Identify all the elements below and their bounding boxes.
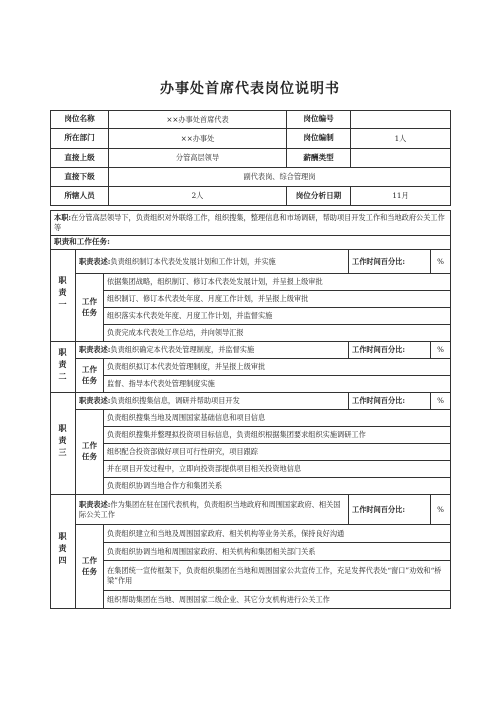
duty-1-task-3: 组织落实本代表处年度、月度工作计划，并监督实施 — [104, 308, 451, 325]
direct-subordinate-value: 副代表岗、综合管理岗 — [109, 168, 451, 187]
info-row-2 — [51, 129, 451, 149]
duty-4-task-row — [51, 543, 451, 561]
duty-3-task-row — [51, 444, 451, 461]
analysis-date-value: 11月 — [351, 187, 451, 206]
info-row-1 — [51, 111, 451, 129]
duty-1-time-label: 工作时间百分比: — [349, 250, 431, 274]
duty-3-pct: % — [431, 393, 451, 410]
duty-1-label — [51, 250, 76, 342]
duty-3-time-label: 工作时间百分比: — [349, 393, 431, 410]
summary-cell — [51, 211, 451, 236]
jurisdiction-value: 2人 — [109, 187, 287, 206]
duty-4-label — [51, 495, 76, 609]
duty-2-time-label: 工作时间百分比: — [349, 342, 431, 359]
duty-2-tasks-label-text: 工作任务 — [81, 364, 98, 385]
duties-table — [50, 210, 451, 609]
duty-2-desc-row — [51, 342, 451, 359]
duty-3-tasks-label-text: 工作任务 — [81, 441, 98, 461]
duty-3-task-1: 负责组织搜集当地及周围国家基础信息和项目信息 — [104, 410, 451, 427]
duty-1-tasks-label — [76, 274, 104, 342]
position-code-label: 岗位编号 — [287, 111, 351, 129]
duty-2-desc-label: 职责表述: — [79, 345, 111, 355]
duty-1-pct: % — [431, 250, 451, 274]
duty-3-tasks-label — [76, 410, 104, 495]
duty-1-desc-label: 职责表述: — [79, 256, 111, 266]
duty-4-desc — [76, 495, 349, 525]
summary-row — [51, 211, 451, 236]
duty-4-task-1: 负责组织建立和当地及周围国家政府、相关机构等业务关系，保持良好沟通 — [104, 525, 451, 543]
duty-4-task-row — [51, 525, 451, 543]
duty-1-task-row — [51, 325, 451, 342]
duty-3-desc-row — [51, 393, 451, 410]
duty-3-task-2: 负责组织搜集并整理拟投资项目标信息，负责组织根据集团要求组织实施调研工作 — [104, 427, 451, 444]
duty-3-task-5: 负责组织协调当地合作方和集团关系 — [104, 478, 451, 495]
duty-2-task-row — [51, 376, 451, 393]
duty-4-task-3: 在集团统一宣传框架下，负责组织集团在当地和周围国家公共宣传工作，充足发挥代表处“窗口”劝效和“桥梁”作用 — [104, 561, 451, 591]
duty-4-desc-text: 作为集团在驻在国代表机构，负责组织当地政府和周围国家政府、相关国际公关工作 — [79, 499, 341, 519]
duties-header: 职责和工作任务: — [51, 236, 451, 250]
analysis-date-label: 岗位分析日期 — [287, 187, 351, 206]
duty-1-task-1: 依据集团战略，组织制订、修订本代表处发展计划，并呈报上级审批 — [104, 274, 451, 291]
duty-4-task-row — [51, 591, 451, 609]
info-row-3 — [51, 149, 451, 168]
duty-1-desc — [76, 250, 349, 274]
basic-info-table — [50, 110, 451, 206]
salary-type-label: 薪酬类型 — [287, 149, 351, 168]
department-label: 所在部门 — [51, 129, 109, 149]
duty-4-task-row — [51, 561, 451, 591]
duty-3-desc-text: 负责组织搜集信息，调研并帮助项目开发 — [110, 396, 240, 406]
duty-4-desc-label: 职责表述: — [79, 499, 111, 509]
duty-3-task-row — [51, 461, 451, 478]
duty-3-task-4: 并在项目开发过程中，立即向投资部提供项目相关投资地信息 — [104, 461, 451, 478]
direct-subordinate-label: 直接下级 — [51, 168, 109, 187]
duty-2-desc-text: 负责组织确定本代表处管理制度，并监督实施 — [110, 345, 255, 355]
salary-type-value — [351, 149, 451, 168]
direct-superior-value: 分管高层领导 — [109, 149, 287, 168]
headcount-label: 岗位编制 — [287, 129, 351, 149]
duty-3-task-row — [51, 427, 451, 444]
duty-3-label-text: 职责三 — [58, 424, 68, 460]
duty-2-label — [51, 342, 76, 393]
duty-1-task-row — [51, 291, 451, 308]
duty-1-tasks-label-text: 工作任务 — [81, 296, 98, 317]
duty-1-task-2: 组织制订、修订本代表处年度、月度工作计划，并呈报上级审批 — [104, 291, 451, 308]
info-row-5 — [51, 187, 451, 206]
duty-2-pct: % — [431, 342, 451, 359]
duty-2-label-text: 职责二 — [58, 347, 68, 384]
duty-4-time-label: 工作时间百分比: — [349, 495, 431, 525]
duty-2-tasks-label — [76, 359, 104, 393]
duty-4-tasks-label — [76, 525, 104, 609]
duty-4-pct: % — [431, 495, 451, 525]
duty-4-desc-row — [51, 495, 451, 525]
summary-text: 在分管高层领导下，负责组织对外联络工作，组织搜集，整理信息和市场调研，帮助项目开发工作和当地政府公关工作等 — [54, 213, 445, 232]
duty-1-label-text: 职责一 — [58, 276, 68, 312]
duty-3-task-row — [51, 410, 451, 427]
headcount-value: 1人 — [351, 129, 451, 149]
jurisdiction-label: 所辖人员 — [51, 187, 109, 206]
duty-3-desc — [76, 393, 349, 410]
position-name-label: 岗位名称 — [51, 111, 109, 129]
duty-2-task-row — [51, 359, 451, 376]
duty-1-task-4: 负责完成本代表处工作总结，并向领导汇报 — [104, 325, 451, 342]
position-name-value: ××办事处首席代表 — [109, 111, 287, 129]
duty-3-task-row — [51, 478, 451, 495]
duty-2-desc — [76, 342, 349, 359]
duty-1-desc-text: 负责组织制订本代表处发展计划和工作计划，并实施 — [110, 256, 276, 266]
duty-3-desc-label: 职责表述: — [79, 396, 111, 406]
duty-2-task-2: 监督、指导本代表处管理制度实施 — [104, 376, 451, 393]
duty-1-task-row — [51, 274, 451, 291]
duty-1-task-row — [51, 308, 451, 325]
duty-2-task-1: 负责组织拟订本代表处管理制度，并呈报上级审批 — [104, 359, 451, 376]
duty-1-desc-row — [51, 250, 451, 274]
duty-4-task-2: 负责组织协调当地和周围国家政府、相关机构和集团相关部门关系 — [104, 543, 451, 561]
summary-label: 本职: — [54, 213, 72, 223]
duty-4-tasks-label-text: 工作任务 — [81, 555, 98, 576]
duty-4-task-4: 组织帮助集团在当地、周围国家二级企业、其它分支机构进行公关工作 — [104, 591, 451, 609]
department-value: ××办事处 — [109, 129, 287, 149]
position-code-value — [351, 111, 451, 129]
duties-header-row — [51, 236, 451, 250]
duty-4-label-text: 职责四 — [58, 532, 68, 568]
direct-superior-label: 直接上级 — [51, 149, 109, 168]
duty-3-task-3: 组织配合投资部做好项目可行性研究，项目跟踪 — [104, 444, 451, 461]
duty-3-label — [51, 393, 76, 495]
document-title: 办事处首席代表岗位说明书 — [160, 81, 340, 97]
info-row-4 — [51, 168, 451, 187]
